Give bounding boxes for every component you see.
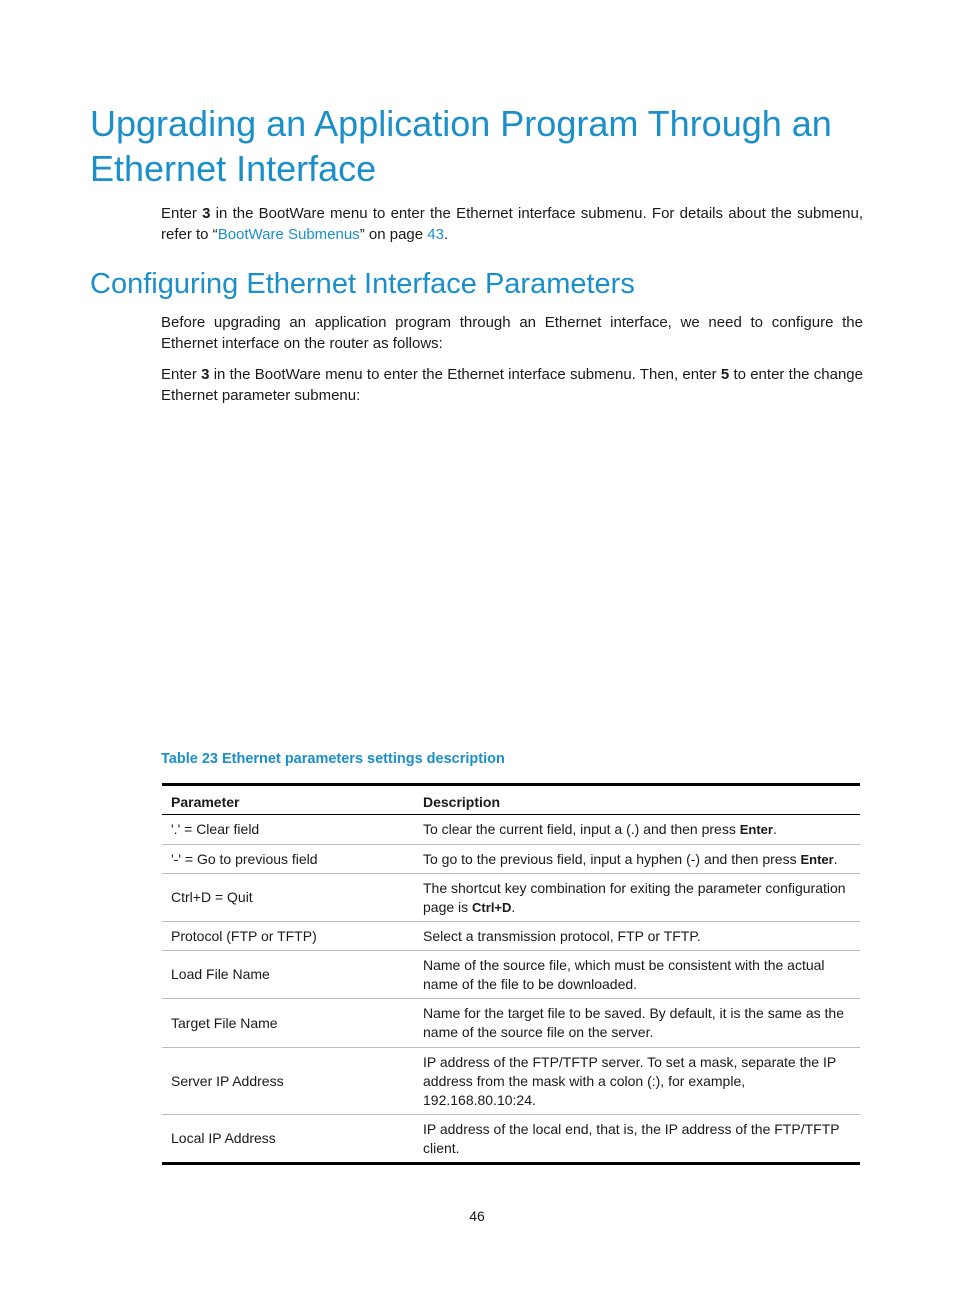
parameter-cell: '-' = Go to previous field — [162, 845, 414, 874]
intro-text: . — [443, 226, 449, 243]
table-caption: Table 23 Ethernet parameters settings description — [161, 751, 505, 767]
description-text: The shortcut key combination for exiting the parameter configuration page is — [423, 879, 846, 915]
parameter-cell: Local IP Address — [162, 1115, 414, 1164]
column-header-parameter: Parameter — [162, 785, 414, 815]
description-tail: . — [511, 898, 516, 915]
table-row — [162, 1115, 860, 1164]
description-text: IP address of the FTP/TFTP server. To set a mask, separate the IP address from the mask with a colon (:), for example, 192.168.80.10:24. — [423, 1053, 836, 1108]
table-row — [162, 922, 860, 951]
description-cell — [414, 815, 860, 845]
parameter-cell: Load File Name — [162, 951, 414, 999]
description-text: Name for the target file to be saved. By default, it is the same as the name of the source file on the server. — [423, 1005, 844, 1040]
body-paragraph-2 — [161, 364, 863, 406]
description-tail: . — [833, 850, 838, 867]
description-text: To go to the previous field, input a hyphen (-) and then press — [423, 850, 801, 867]
parameter-cell: Server IP Address — [162, 1048, 414, 1115]
description-tail: . — [772, 821, 777, 837]
key-name: Ctrl+D — [472, 899, 512, 915]
para-text: in the BootWare menu to enter the Ethernet interface submenu. Then, enter — [209, 366, 721, 383]
table-row — [162, 845, 860, 874]
table-row — [162, 1048, 860, 1115]
description-cell — [414, 922, 860, 951]
description-text: Name of the source file, which must be consistent with the actual name of the file to be downloaded. — [423, 956, 825, 992]
description-text: To clear the current field, input a (.) and then press — [423, 821, 740, 837]
intro-paragraph — [161, 203, 863, 245]
key-name: Enter — [800, 851, 834, 867]
body-paragraph-1: Before upgrading an application program through an Ethernet interface, we need to configure the Ethernet interface on the router as follows: — [161, 314, 863, 352]
menu-option-3: 3 — [201, 366, 210, 383]
description-cell — [414, 874, 860, 922]
key-name: Enter — [739, 822, 773, 837]
description-cell — [414, 951, 860, 999]
table-row — [162, 874, 860, 922]
parameter-cell: Ctrl+D = Quit — [162, 874, 414, 922]
page-43-link[interactable]: 43 — [427, 226, 444, 243]
para-text: Enter — [161, 366, 202, 383]
intro-text: in the BootWare menu to enter the Ethernet interface submenu. For details about the submenu, refer to “ — [161, 205, 863, 243]
description-cell — [414, 845, 860, 874]
parameter-cell: Target File Name — [162, 999, 414, 1048]
para-text: to enter the change Ethernet parameter submenu: — [161, 366, 863, 404]
intro-text: Enter — [161, 205, 203, 222]
intro-text: ” on page — [359, 226, 428, 243]
description-cell — [414, 999, 860, 1048]
description-text: IP address of the local end, that is, the IP address of the FTP/TFTP client. — [423, 1120, 840, 1156]
table-header-row — [162, 785, 860, 815]
section-heading: Configuring Ethernet Interface Parameters — [90, 268, 635, 300]
column-header-description: Description — [414, 785, 860, 815]
parameter-cell: '.' = Clear field — [171, 821, 260, 837]
bootware-submenus-link[interactable]: BootWare Submenus — [217, 226, 360, 243]
table-row — [162, 999, 860, 1048]
page-number: 46 — [469, 1208, 485, 1224]
description-text: Select a transmission protocol, FTP or TFTP. — [423, 927, 701, 944]
table-row — [162, 951, 860, 999]
page-title: Upgrading an Application Program Through an Ethernet Interface — [90, 103, 832, 189]
menu-option-3: 3 — [202, 205, 211, 222]
description-cell — [414, 1115, 860, 1164]
ethernet-parameters-table — [162, 783, 860, 1165]
menu-option-5: 5 — [720, 366, 730, 383]
description-cell — [414, 1048, 860, 1115]
parameter-cell: Protocol (FTP or TFTP) — [162, 922, 414, 951]
table-row — [162, 815, 860, 845]
